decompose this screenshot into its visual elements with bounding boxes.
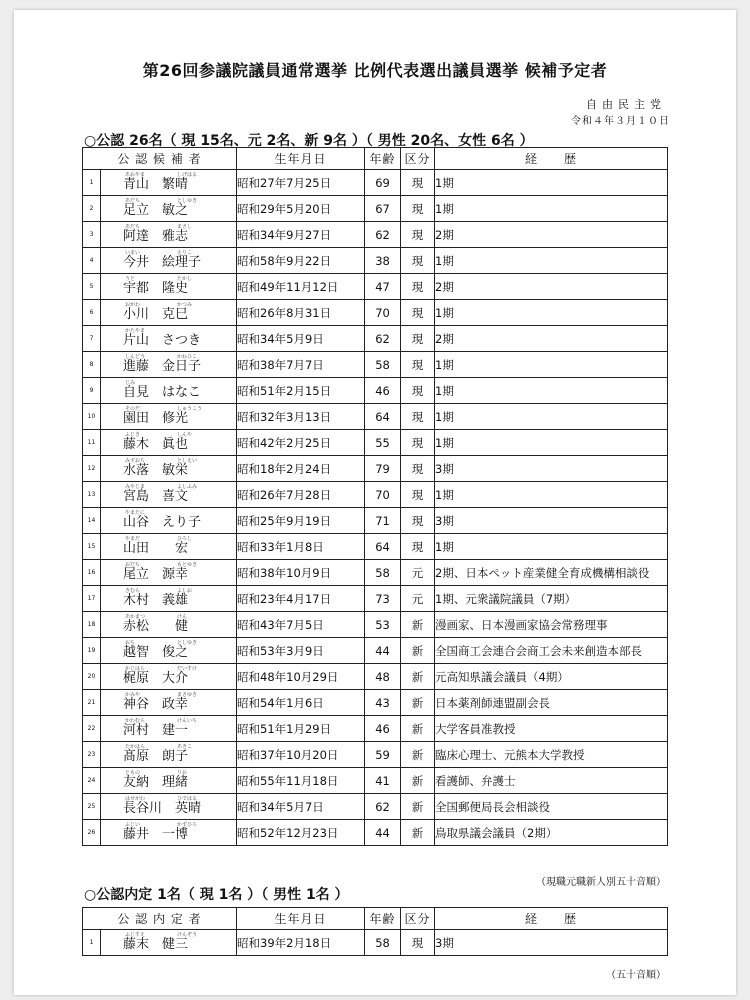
birth-date: 昭和29年5月20日 <box>237 196 365 222</box>
career: 1期 <box>435 404 668 430</box>
furigana-given: えりこ <box>177 250 193 256</box>
header-age: 年齢 <box>365 148 401 170</box>
candidate-name-cell <box>101 352 237 378</box>
birth-date: 昭和51年1月29日 <box>237 716 365 742</box>
age: 70 <box>365 482 401 508</box>
row-number: 24 <box>83 768 101 794</box>
age: 64 <box>365 404 401 430</box>
row-number: 18 <box>83 612 101 638</box>
candidate-name-cell <box>101 794 237 820</box>
table-row <box>83 612 668 638</box>
candidate-name: 自見 はなこ <box>123 385 202 400</box>
furigana-given: しんや <box>177 432 193 438</box>
table-row <box>83 560 668 586</box>
table-row <box>83 274 668 300</box>
table-row <box>83 664 668 690</box>
age: 47 <box>365 274 401 300</box>
furigana-last: みやじま <box>125 484 146 490</box>
candidate-name-cell <box>101 586 237 612</box>
status-category: 現 <box>401 378 435 404</box>
candidate-name-cell <box>101 742 237 768</box>
status-category: 現 <box>401 326 435 352</box>
table-row <box>83 768 668 794</box>
furigana-last: あかまつ <box>125 614 146 620</box>
birth-date: 昭和49年11月12日 <box>237 274 365 300</box>
table-row <box>83 716 668 742</box>
table-row <box>83 430 668 456</box>
career: 1期 <box>435 352 668 378</box>
table-row <box>83 586 668 612</box>
age: 38 <box>365 248 401 274</box>
candidate-name-cell <box>101 508 237 534</box>
section-official-heading: ○公認 26名（ 現 15名、元 2名、新 9名 ）（ 男性 20名、女性 6名 ） <box>84 133 534 149</box>
furigana-given: かねひこ <box>177 354 198 360</box>
age: 79 <box>365 456 401 482</box>
status-category: 現 <box>401 170 435 196</box>
table-row <box>83 690 668 716</box>
candidate-name-cell <box>101 248 237 274</box>
age: 67 <box>365 196 401 222</box>
furigana-last: きむら <box>125 588 141 594</box>
age: 58 <box>365 352 401 378</box>
furigana-given: よしふみ <box>177 484 198 490</box>
candidate-name-cell <box>101 930 237 956</box>
age: 69 <box>365 170 401 196</box>
candidate-name: 越智 俊之 <box>123 645 189 660</box>
row-number: 20 <box>83 664 101 690</box>
table-row <box>83 534 668 560</box>
age: 53 <box>365 612 401 638</box>
header-career: 経 歴 <box>435 908 668 930</box>
furigana-last: あおやま <box>125 172 146 178</box>
table-row <box>83 378 668 404</box>
candidate-name: 小川 克巳 <box>123 307 189 322</box>
birth-date: 昭和38年7月7日 <box>237 352 365 378</box>
status-category: 現 <box>401 274 435 300</box>
birth-date: 昭和18年2月24日 <box>237 456 365 482</box>
furigana-last: みずおち <box>125 458 146 464</box>
candidate-name: 河村 建一 <box>123 723 189 738</box>
candidate-name-cell <box>101 664 237 690</box>
furigana-given: としゆき <box>177 640 198 646</box>
row-number: 21 <box>83 690 101 716</box>
candidate-name-cell <box>101 170 237 196</box>
birth-date: 昭和34年9月27日 <box>237 222 365 248</box>
row-number: 16 <box>83 560 101 586</box>
table-row <box>83 352 668 378</box>
birth-date: 昭和26年7月28日 <box>237 482 365 508</box>
status-category: 新 <box>401 820 435 846</box>
provisional-candidates-table <box>82 907 668 956</box>
furigana-last: ふじい <box>125 822 141 828</box>
candidate-name: 藤井 一博 <box>123 827 189 842</box>
birth-date: 昭和37年10月20日 <box>237 742 365 768</box>
furigana-last: いまい <box>125 250 141 256</box>
candidate-name-cell <box>101 404 237 430</box>
row-number: 2 <box>83 196 101 222</box>
candidate-name: 赤松 健 <box>123 619 189 634</box>
career: 臨床心理士、元熊本大学教授 <box>435 742 668 768</box>
section-official-note: （現職元職新人別五十音順） <box>536 877 666 888</box>
age: 64 <box>365 534 401 560</box>
birth-date: 昭和52年12月23日 <box>237 820 365 846</box>
status-category: 現 <box>401 482 435 508</box>
career: 鳥取県議会議員（2期） <box>435 820 668 846</box>
furigana-last: あだち <box>125 224 141 230</box>
career: 大学客員准教授 <box>435 716 668 742</box>
candidate-name-cell <box>101 222 237 248</box>
age: 58 <box>365 560 401 586</box>
furigana-given: しゅうこう <box>177 406 203 412</box>
status-category: 新 <box>401 742 435 768</box>
table-row <box>83 794 668 820</box>
table-header-row <box>83 148 668 170</box>
birth-date: 昭和38年10月9日 <box>237 560 365 586</box>
birth-date: 昭和48年10月29日 <box>237 664 365 690</box>
age: 62 <box>365 326 401 352</box>
candidate-name: 足立 敏之 <box>123 203 189 218</box>
career: 1期 <box>435 248 668 274</box>
status-category: 現 <box>401 196 435 222</box>
furigana-given: かつみ <box>177 302 193 308</box>
table-row <box>83 222 668 248</box>
candidate-name: 片山 さつき <box>123 333 202 348</box>
furigana-given: りお <box>177 770 188 776</box>
official-candidates-body <box>83 170 668 846</box>
furigana-last: ふじき <box>125 432 141 438</box>
row-number: 26 <box>83 820 101 846</box>
furigana-given: だいすけ <box>177 666 198 672</box>
row-number: 15 <box>83 534 101 560</box>
furigana-given: かずひろ <box>177 822 198 828</box>
candidate-name: 髙原 朗子 <box>123 749 189 764</box>
career: 漫画家、日本漫画家協会常務理事 <box>435 612 668 638</box>
birth-date: 昭和39年2月18日 <box>237 930 365 956</box>
birth-date: 昭和51年2月15日 <box>237 378 365 404</box>
furigana-last: やまだ <box>125 536 141 542</box>
row-number: 12 <box>83 456 101 482</box>
furigana-last: かわむら <box>125 718 146 724</box>
status-category: 新 <box>401 664 435 690</box>
status-category: 元 <box>401 586 435 612</box>
header-name: 公 認 内 定 者 <box>83 908 237 930</box>
age: 41 <box>365 768 401 794</box>
status-category: 現 <box>401 508 435 534</box>
furigana-last: うと <box>125 276 136 282</box>
table-row <box>83 326 668 352</box>
furigana-last: おち <box>125 640 136 646</box>
row-number: 1 <box>83 170 101 196</box>
birth-date: 昭和58年9月22日 <box>237 248 365 274</box>
status-category: 現 <box>401 430 435 456</box>
birth-date: 昭和54年1月6日 <box>237 690 365 716</box>
candidate-name-cell <box>101 378 237 404</box>
party-name: 自由民主党 <box>586 98 666 111</box>
table-row <box>83 742 668 768</box>
status-category: 現 <box>401 534 435 560</box>
birth-date: 昭和34年5月7日 <box>237 794 365 820</box>
row-number: 1 <box>83 930 101 956</box>
header-career: 経 歴 <box>435 148 668 170</box>
header-status: 区分 <box>401 148 435 170</box>
career: 1期 <box>435 482 668 508</box>
career: 全国商工会連合会商工会未来創造本部長 <box>435 638 668 664</box>
table-row <box>83 300 668 326</box>
document-date: 令和４年３月１０日 <box>571 116 670 127</box>
status-category: 新 <box>401 690 435 716</box>
row-number: 23 <box>83 742 101 768</box>
furigana-last: やまたに <box>125 510 146 516</box>
status-category: 元 <box>401 560 435 586</box>
document-title: 第26回参議院議員通常選挙 比例代表選出議員選挙 候補予定者 <box>142 61 608 80</box>
status-category: 現 <box>401 248 435 274</box>
candidate-name: 進藤 金日子 <box>123 359 202 374</box>
candidate-name-cell <box>101 456 237 482</box>
candidate-name: 宇都 隆史 <box>123 281 189 296</box>
age: 62 <box>365 222 401 248</box>
age: 48 <box>365 664 401 690</box>
candidate-name-cell <box>101 482 237 508</box>
candidate-name: 藤木 眞也 <box>123 437 189 452</box>
birth-date: 昭和32年3月13日 <box>237 404 365 430</box>
row-number: 25 <box>83 794 101 820</box>
furigana-last: ふじすえ <box>125 932 146 938</box>
candidate-name: 尾立 源幸 <box>123 567 189 582</box>
header-name: 公 認 候 補 者 <box>83 148 237 170</box>
candidate-name: 長谷川 英晴 <box>123 801 202 816</box>
status-category: 現 <box>401 222 435 248</box>
candidate-name-cell <box>101 300 237 326</box>
furigana-given: まさゆき <box>177 692 198 698</box>
age: 70 <box>365 300 401 326</box>
furigana-last: ともの <box>125 770 141 776</box>
birth-date: 昭和26年8月31日 <box>237 300 365 326</box>
furigana-given: あきこ <box>177 744 193 750</box>
birth-date: 昭和33年1月8日 <box>237 534 365 560</box>
furigana-last: かたやま <box>125 328 146 334</box>
table-row <box>83 248 668 274</box>
section-provisional-heading: ○公認内定 1名（ 現 1名 ）（ 男性 1名 ） <box>84 887 349 903</box>
candidate-name-cell <box>101 716 237 742</box>
career: 2期 <box>435 326 668 352</box>
candidate-name: 梶原 大介 <box>123 671 189 686</box>
birth-date: 昭和42年2月25日 <box>237 430 365 456</box>
age: 62 <box>365 794 401 820</box>
candidate-name-cell <box>101 534 237 560</box>
career: 3期 <box>435 508 668 534</box>
career: 全国郵便局長会相談役 <box>435 794 668 820</box>
candidate-name: 水落 敏栄 <box>123 463 189 478</box>
candidate-name: 山谷 えり子 <box>123 515 202 530</box>
status-category: 現 <box>401 404 435 430</box>
career: 1期、元衆議院議員（7期） <box>435 586 668 612</box>
furigana-last: あだち <box>125 198 141 204</box>
row-number: 7 <box>83 326 101 352</box>
candidate-name: 木村 義雄 <box>123 593 189 608</box>
birth-date: 昭和34年5月9日 <box>237 326 365 352</box>
header-dob: 生年月日 <box>237 908 365 930</box>
age: 59 <box>365 742 401 768</box>
career: 2期、日本ペット産業健全育成機構相談役 <box>435 560 668 586</box>
candidate-name-cell <box>101 326 237 352</box>
furigana-given: ひろし <box>177 536 193 542</box>
row-number: 17 <box>83 586 101 612</box>
furigana-given: けん <box>177 614 188 620</box>
candidate-name: 友納 理緒 <box>123 775 189 790</box>
document-page <box>14 10 736 995</box>
furigana-last: そのだ <box>125 406 141 412</box>
provisional-candidates-body <box>83 930 668 956</box>
career: 1期 <box>435 196 668 222</box>
furigana-given: けんぞう <box>177 932 198 938</box>
furigana-given: けんいち <box>177 718 198 724</box>
age: 73 <box>365 586 401 612</box>
status-category: 新 <box>401 638 435 664</box>
furigana-given: よしお <box>177 588 193 594</box>
candidate-name-cell <box>101 638 237 664</box>
candidate-name: 山田 宏 <box>123 541 189 556</box>
row-number: 14 <box>83 508 101 534</box>
status-category: 現 <box>401 352 435 378</box>
candidate-name: 神谷 政幸 <box>123 697 189 712</box>
age: 71 <box>365 508 401 534</box>
candidate-name-cell <box>101 690 237 716</box>
status-category: 現 <box>401 930 435 956</box>
birth-date: 昭和25年9月19日 <box>237 508 365 534</box>
age: 44 <box>365 820 401 846</box>
table-row <box>83 508 668 534</box>
candidate-name: 阿達 雅志 <box>123 229 189 244</box>
birth-date: 昭和55年11月18日 <box>237 768 365 794</box>
candidate-name-cell <box>101 612 237 638</box>
candidate-name-cell <box>101 274 237 300</box>
furigana-last: かじはら <box>125 666 146 672</box>
birth-date: 昭和53年3月9日 <box>237 638 365 664</box>
row-number: 9 <box>83 378 101 404</box>
candidate-name: 園田 修光 <box>123 411 189 426</box>
section-provisional-note: （五十音順） <box>606 970 666 981</box>
row-number: 5 <box>83 274 101 300</box>
career: 看護師、弁護士 <box>435 768 668 794</box>
age: 58 <box>365 930 401 956</box>
furigana-last: たかはら <box>125 744 146 750</box>
age: 55 <box>365 430 401 456</box>
career: 1期 <box>435 534 668 560</box>
row-number: 11 <box>83 430 101 456</box>
career: 2期 <box>435 222 668 248</box>
row-number: 3 <box>83 222 101 248</box>
furigana-given: としゆき <box>177 198 198 204</box>
status-category: 現 <box>401 456 435 482</box>
candidate-name-cell <box>101 560 237 586</box>
table-row <box>83 482 668 508</box>
status-category: 新 <box>401 716 435 742</box>
furigana-last: おだち <box>125 562 141 568</box>
career: 元高知県議会議員（4期） <box>435 664 668 690</box>
candidate-name: 宮島 喜文 <box>123 489 189 504</box>
candidate-name-cell <box>101 820 237 846</box>
candidate-name-cell <box>101 196 237 222</box>
furigana-given: まさし <box>177 224 193 230</box>
table-row <box>83 638 668 664</box>
row-number: 4 <box>83 248 101 274</box>
row-number: 19 <box>83 638 101 664</box>
candidate-name-cell <box>101 768 237 794</box>
career: 1期 <box>435 378 668 404</box>
status-category: 新 <box>401 794 435 820</box>
header-age: 年齢 <box>365 908 401 930</box>
furigana-last: しんどう <box>125 354 146 360</box>
candidate-name: 青山 繁晴 <box>123 177 189 192</box>
career: 日本薬剤師連盟副会長 <box>435 690 668 716</box>
table-row <box>83 820 668 846</box>
table-row <box>83 456 668 482</box>
table-row <box>83 170 668 196</box>
career: 3期 <box>435 930 668 956</box>
furigana-given: もとゆき <box>177 562 198 568</box>
age: 46 <box>365 378 401 404</box>
furigana-given: ひではる <box>177 796 198 802</box>
row-number: 8 <box>83 352 101 378</box>
career: 1期 <box>435 170 668 196</box>
table-row <box>83 404 668 430</box>
table-header-row <box>83 908 668 930</box>
status-category: 新 <box>401 612 435 638</box>
row-number: 22 <box>83 716 101 742</box>
header-status: 区分 <box>401 908 435 930</box>
furigana-given: としえい <box>177 458 198 464</box>
table-row <box>83 196 668 222</box>
birth-date: 昭和23年4月17日 <box>237 586 365 612</box>
candidate-name: 今井 絵理子 <box>123 255 202 270</box>
furigana-last: おがわ <box>125 302 141 308</box>
status-category: 新 <box>401 768 435 794</box>
furigana-last: じみ <box>125 380 136 386</box>
header-dob: 生年月日 <box>237 148 365 170</box>
age: 43 <box>365 690 401 716</box>
official-candidates-table <box>82 147 668 846</box>
age: 44 <box>365 638 401 664</box>
furigana-given: しげはる <box>177 172 198 178</box>
furigana-given: たかし <box>177 276 193 282</box>
status-category: 現 <box>401 300 435 326</box>
birth-date: 昭和43年7月5日 <box>237 612 365 638</box>
furigana-last: はせがわ <box>125 796 146 802</box>
candidate-name: 藤末 健三 <box>123 937 189 952</box>
candidate-name-cell <box>101 430 237 456</box>
furigana-last: かみや <box>125 692 141 698</box>
row-number: 10 <box>83 404 101 430</box>
row-number: 13 <box>83 482 101 508</box>
career: 2期 <box>435 274 668 300</box>
table-row <box>83 930 668 956</box>
career: 3期 <box>435 456 668 482</box>
career: 1期 <box>435 300 668 326</box>
career: 1期 <box>435 430 668 456</box>
birth-date: 昭和27年7月25日 <box>237 170 365 196</box>
age: 46 <box>365 716 401 742</box>
row-number: 6 <box>83 300 101 326</box>
